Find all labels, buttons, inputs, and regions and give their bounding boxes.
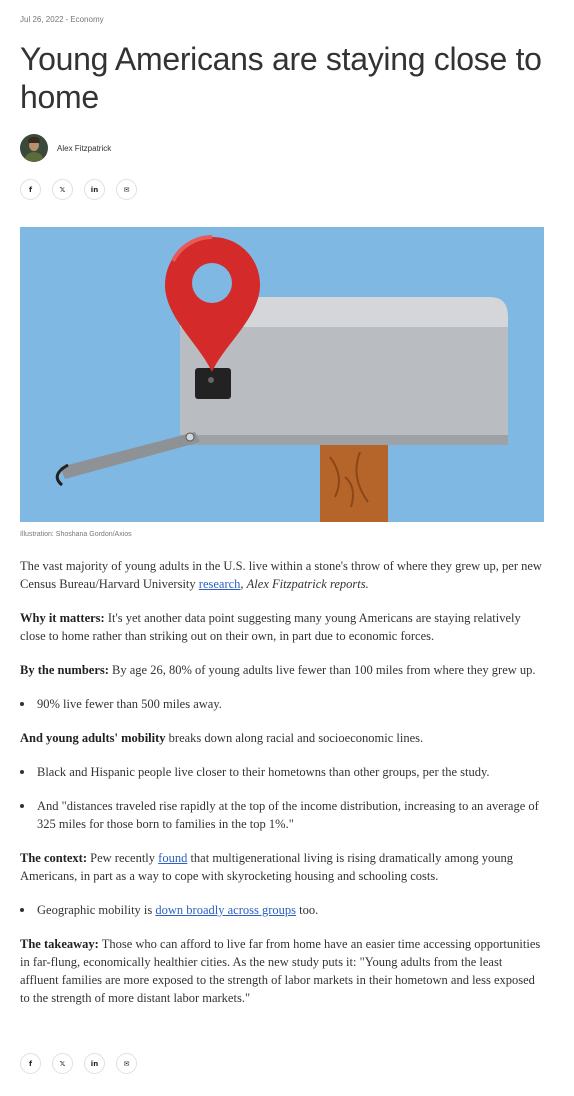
bullet-item: And "distances traveled rise rapidly at the top of the income distribution, increasing to an average of 325 miles for those born to families in the top 1%." xyxy=(20,797,544,833)
context-text-2: that multigenerational living is rising dramatically among young Americans, in part as a way to cope with skyrocketing housing and schooling costs. xyxy=(20,851,513,883)
mailbox-pin-illustration xyxy=(20,227,544,522)
found-link[interactable]: found xyxy=(158,851,188,865)
why-it-matters-text: It's yet another data point suggesting many young Americans are staying relatively close to home rather than striking out on their own, in part due to economic forces. xyxy=(20,611,521,643)
bullet-list-3 xyxy=(20,901,544,919)
bullet-list-1 xyxy=(20,695,544,713)
share-bar-bottom xyxy=(20,1053,137,1074)
intro-text: The vast majority of young adults in the U.S. live within a stone's throw of where they grew up, per new Census Bureau/Harvard University xyxy=(20,559,542,591)
by-the-numbers-lead: By the numbers: xyxy=(20,663,109,677)
mailbox-post xyxy=(320,442,388,522)
bullet-item: 90% live fewer than 500 miles away. xyxy=(20,695,544,713)
paragraph-by-the-numbers xyxy=(20,661,544,679)
byline xyxy=(20,134,111,162)
linkedin-share-icon[interactable]: in xyxy=(84,1053,105,1074)
paragraph-intro xyxy=(20,557,544,593)
publish-date: Jul 26, 2022 xyxy=(20,15,64,24)
mobility-lead: And young adults' mobility xyxy=(20,731,166,745)
by-the-numbers-text: By age 26, 80% of young adults live fewer than 100 miles from where they grew up. xyxy=(108,663,536,677)
why-it-matters-lead: Why it matters: xyxy=(20,611,105,625)
mobility-bullet-text-2: too. xyxy=(296,903,319,917)
down-broadly-link[interactable]: down broadly across groups xyxy=(155,903,296,917)
article-meta xyxy=(20,15,104,24)
x-share-icon[interactable]: 𝕏 xyxy=(52,1053,73,1074)
intro-comma: , xyxy=(240,577,247,591)
bullet-list-2 xyxy=(20,763,544,833)
mailbox-latch xyxy=(195,368,231,399)
paragraph-context xyxy=(20,849,544,885)
bullet-item xyxy=(20,901,544,919)
article-body xyxy=(20,557,544,1023)
paragraph-takeaway xyxy=(20,935,544,1007)
meta-separator: - xyxy=(65,15,69,24)
share-bar-top xyxy=(20,179,137,200)
linkedin-share-icon[interactable]: in xyxy=(84,179,105,200)
image-caption: Illustration: Shoshana Gordon/Axios xyxy=(20,531,132,538)
paragraph-why-it-matters xyxy=(20,609,544,645)
headline: Young Americans are staying close to home xyxy=(20,41,542,115)
category-link[interactable]: Economy xyxy=(70,15,104,24)
research-link[interactable]: research xyxy=(198,577,241,591)
x-share-icon[interactable]: 𝕏 xyxy=(52,179,73,200)
takeaway-text: Those who can afford to live far from home have an easier time accessing opportunities in far-flung, economically healthier cities. As the new study puts it: "Young adults from the least affluent families are more exposed to the strength of labor markets in their hometown and less exposed to the strength of more distant labor markets." xyxy=(20,937,541,1005)
paragraph-mobility xyxy=(20,729,544,747)
facebook-share-icon[interactable]: f xyxy=(20,1053,41,1074)
mobility-text: breaks down along racial and socioeconomic lines. xyxy=(165,731,424,745)
bullet-item: Black and Hispanic people live closer to their hometowns than other groups, per the study. xyxy=(20,763,544,781)
intro-attribution: Alex Fitzpatrick reports. xyxy=(246,577,369,591)
hero-illustration xyxy=(20,227,544,522)
context-lead: The context: xyxy=(20,851,87,865)
email-share-icon[interactable]: ✉ xyxy=(116,1053,137,1074)
author-avatar[interactable] xyxy=(20,134,48,162)
facebook-share-icon[interactable]: f xyxy=(20,179,41,200)
author-name[interactable]: Alex Fitzpatrick xyxy=(57,143,112,153)
context-text-1: Pew recently xyxy=(87,851,159,865)
takeaway-lead: The takeaway: xyxy=(20,937,99,951)
mobility-bullet-text-1: Geographic mobility is xyxy=(37,903,156,917)
email-share-icon[interactable]: ✉ xyxy=(116,179,137,200)
